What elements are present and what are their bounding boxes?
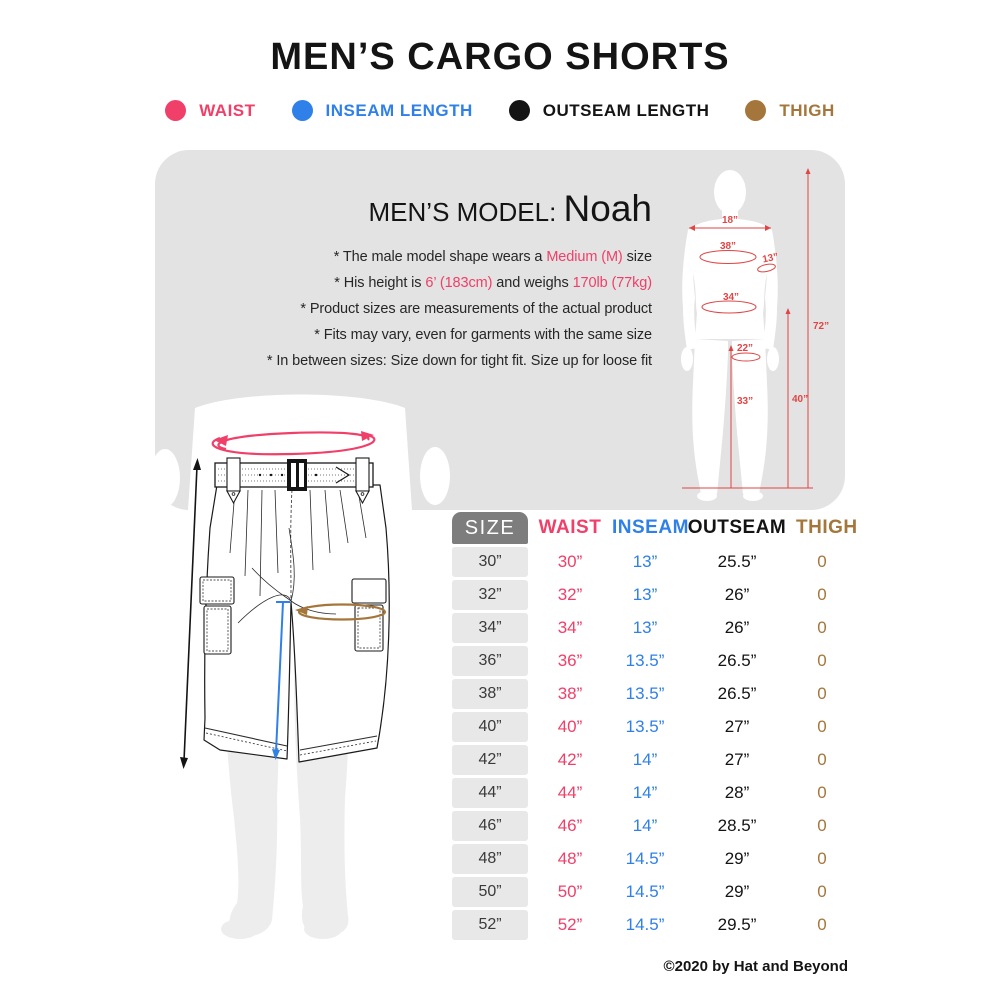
cell-inseam: 13” — [632, 585, 658, 604]
cell-thigh: 0 — [817, 651, 827, 670]
page-title: MEN’S CARGO SHORTS — [270, 36, 730, 78]
waist-dot-icon — [165, 100, 186, 121]
cell-outseam: 28.5” — [717, 816, 757, 835]
table-row — [452, 877, 848, 907]
cell-thigh: 0 — [817, 849, 827, 868]
cell-inseam: 14” — [632, 816, 658, 835]
table-row — [452, 745, 848, 775]
cell-inseam: 13.5” — [625, 717, 665, 736]
note-highlight: Medium (M) — [546, 249, 623, 265]
legend-label: THIGH — [779, 100, 835, 120]
model-note-5: * In between sizes: Size down for tight fit. Size up for loose fit — [266, 353, 652, 369]
cell-waist: 32” — [557, 585, 583, 604]
chest-label: 38” — [719, 241, 737, 252]
cell-outseam: 26.5” — [717, 684, 757, 703]
model-measurement-figure — [675, 163, 845, 510]
inseam-dot-icon — [292, 100, 313, 121]
legend-label: OUTSEAM LENGTH — [542, 100, 710, 120]
header-outseam: OUTSEAM — [687, 517, 787, 538]
cell-waist: 42” — [557, 750, 583, 769]
cell-outseam: 26” — [724, 585, 750, 604]
model-heading-prefix: MEN’S MODEL: — [368, 197, 564, 227]
cell-inseam: 14.5” — [625, 849, 665, 868]
cell-size: 48” — [452, 844, 528, 874]
thigh-dot-icon — [745, 100, 766, 121]
table-row — [452, 646, 848, 676]
size-table — [452, 512, 858, 943]
note-highlight: 170lb (77kg) — [572, 275, 652, 291]
model-heading — [267, 188, 652, 230]
cell-inseam: 13” — [632, 552, 658, 571]
note-text: size — [622, 249, 652, 265]
model-note-4: * Fits may vary, even for garments with the same size — [314, 327, 652, 343]
cell-outseam: 29.5” — [717, 915, 757, 934]
cell-waist: 50” — [557, 882, 583, 901]
cell-waist: 40” — [557, 717, 583, 736]
cell-inseam: 13” — [632, 618, 658, 637]
header-size: SIZE — [452, 512, 528, 544]
legend-item-waist — [165, 100, 255, 121]
table-row — [452, 910, 848, 940]
cell-size: 32” — [452, 580, 528, 610]
measurement-legend — [0, 100, 1000, 121]
cell-outseam: 27” — [724, 750, 750, 769]
cell-waist: 48” — [557, 849, 583, 868]
cell-size: 34” — [452, 613, 528, 643]
model-note-3: * Product sizes are measurements of the actual product — [300, 301, 652, 317]
cell-thigh: 0 — [817, 684, 827, 703]
size-table-header — [452, 512, 858, 544]
cell-size: 38” — [452, 679, 528, 709]
model-info-block — [267, 188, 652, 374]
outseam-label: 40” — [792, 394, 809, 405]
header-thigh: THIGH — [796, 517, 858, 538]
cell-size: 40” — [452, 712, 528, 742]
cell-thigh: 0 — [817, 750, 827, 769]
note-text: * His height is — [334, 275, 426, 291]
legend-item-thigh — [745, 100, 834, 121]
cell-thigh: 0 — [817, 717, 827, 736]
model-note-2 — [267, 270, 652, 296]
thigh-label: 22” — [736, 343, 754, 354]
height-label: 72” — [813, 321, 830, 332]
cell-thigh: 0 — [817, 882, 827, 901]
note-text: and weighs — [492, 275, 573, 291]
cell-size: 36” — [452, 646, 528, 676]
shoulder-label: 18” — [721, 215, 739, 226]
legend-item-inseam — [292, 100, 473, 121]
cell-outseam: 26.5” — [717, 651, 757, 670]
legend-label: INSEAM LENGTH — [325, 100, 473, 120]
legend-item-outseam — [509, 100, 710, 121]
cell-size: 52” — [452, 910, 528, 940]
table-row — [452, 613, 848, 643]
cell-thigh: 0 — [817, 552, 827, 571]
cell-waist: 44” — [557, 783, 583, 802]
cell-outseam: 27” — [724, 717, 750, 736]
cell-waist: 34” — [557, 618, 583, 637]
cell-outseam: 28” — [724, 783, 750, 802]
cell-size: 46” — [452, 811, 528, 841]
shorts-technical-drawing — [140, 378, 460, 960]
cell-thigh: 0 — [817, 816, 827, 835]
cell-waist: 52” — [557, 915, 583, 934]
cell-inseam: 14” — [632, 783, 658, 802]
waist-label: 34” — [722, 292, 740, 303]
cell-thigh: 0 — [817, 915, 827, 934]
size-table-rows — [452, 547, 848, 940]
table-row — [452, 811, 848, 841]
cell-waist: 30” — [557, 552, 583, 571]
cell-inseam: 13.5” — [625, 651, 665, 670]
cell-size: 44” — [452, 778, 528, 808]
copyright-text: ©2020 by Hat and Beyond — [663, 958, 848, 975]
table-row — [452, 580, 848, 610]
model-note-1 — [267, 244, 652, 270]
cell-size: 50” — [452, 877, 528, 907]
cell-outseam: 25.5” — [717, 552, 757, 571]
cell-outseam: 29” — [724, 849, 750, 868]
cell-waist: 36” — [557, 651, 583, 670]
cell-waist: 46” — [557, 816, 583, 835]
cell-size: 30” — [452, 547, 528, 577]
cell-inseam: 14.5” — [625, 882, 665, 901]
note-text: * The male model shape wears a — [333, 249, 547, 265]
legend-label: WAIST — [199, 100, 256, 120]
outseam-dot-icon — [509, 100, 530, 121]
cell-thigh: 0 — [817, 618, 827, 637]
cell-thigh: 0 — [817, 783, 827, 802]
bicep-label: 13” — [761, 251, 780, 266]
model-name: Noah — [563, 188, 652, 229]
header-inseam: INSEAM — [612, 517, 689, 538]
table-row — [452, 844, 848, 874]
cell-inseam: 14.5” — [625, 915, 665, 934]
inseam-label: 33” — [737, 396, 754, 407]
table-row — [452, 778, 848, 808]
header-waist: WAIST — [538, 517, 602, 538]
cell-waist: 38” — [557, 684, 583, 703]
cell-outseam: 26” — [724, 618, 750, 637]
cell-inseam: 13.5” — [625, 684, 665, 703]
cell-size: 42” — [452, 745, 528, 775]
table-row — [452, 679, 848, 709]
table-row — [452, 712, 848, 742]
cell-inseam: 14” — [632, 750, 658, 769]
note-highlight: 6’ (183cm) — [425, 275, 493, 291]
cell-outseam: 29” — [724, 882, 750, 901]
table-row — [452, 547, 848, 577]
cell-thigh: 0 — [817, 585, 827, 604]
